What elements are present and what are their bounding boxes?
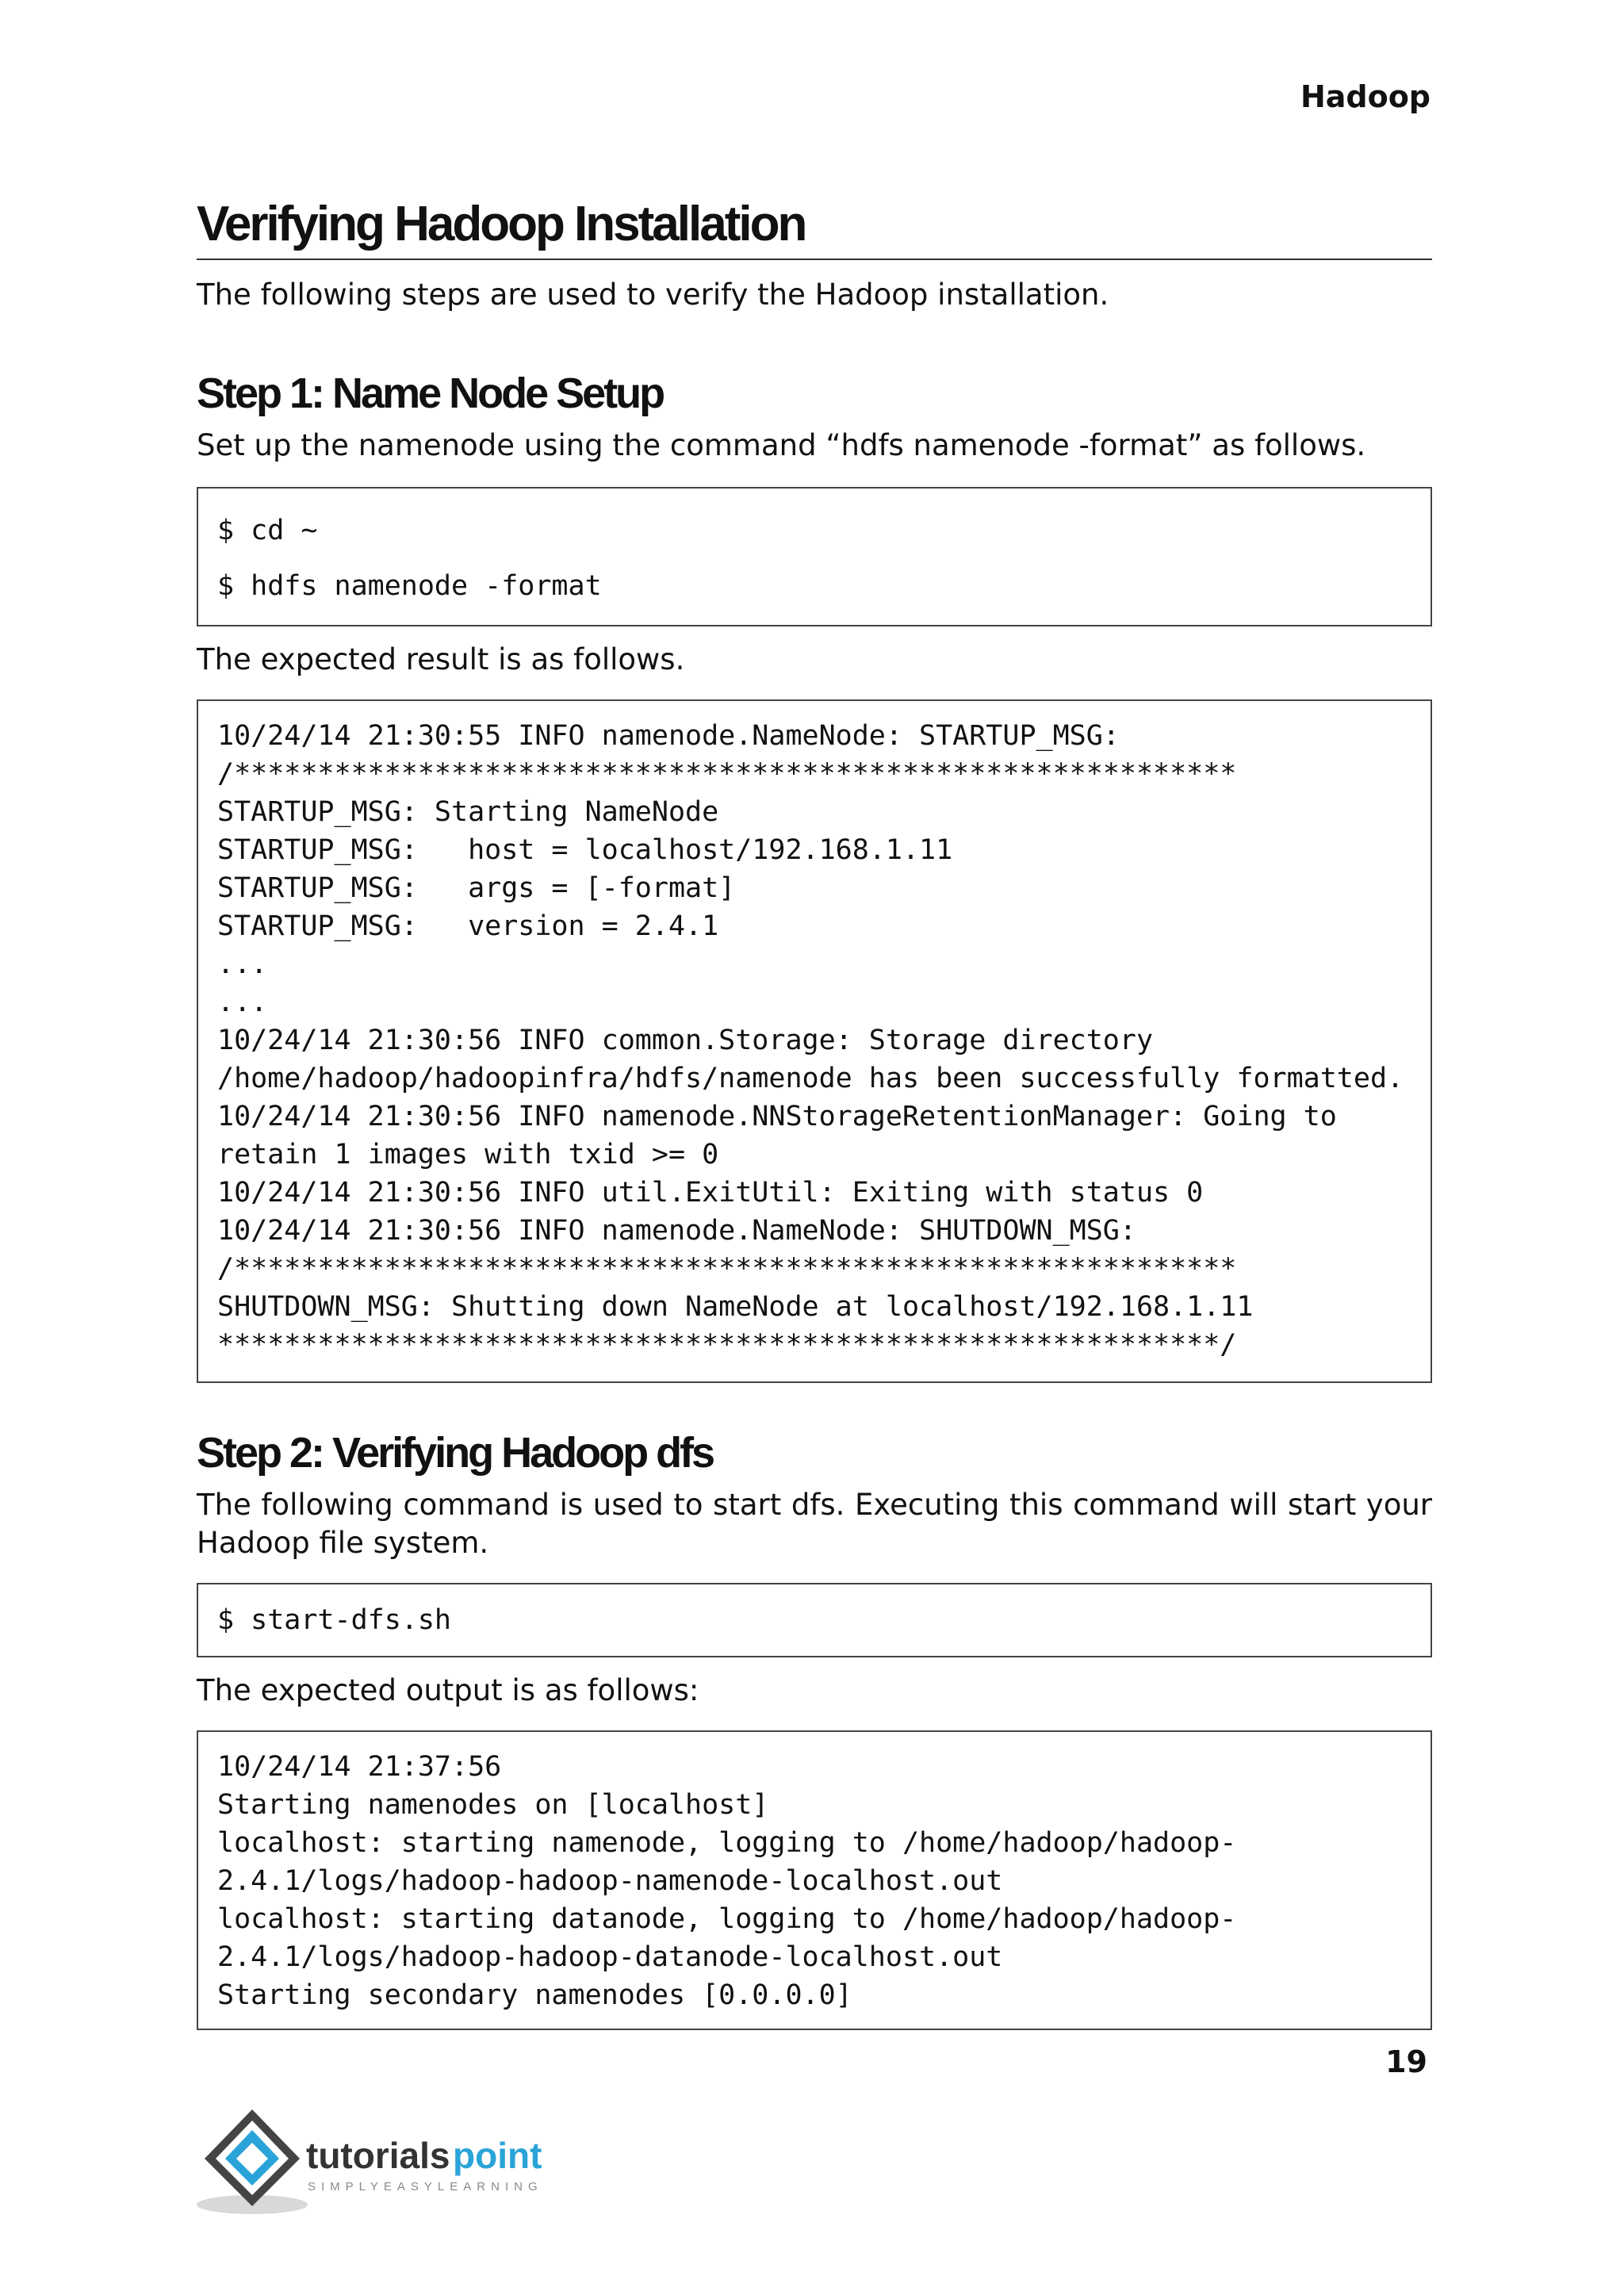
output-line: /home/hadoop/hadoopinfra/hdfs/namenode has been successfully formatted. [217, 1063, 1404, 1094]
step2-result-label: The expected output is as follows: [197, 1673, 699, 1707]
output-line: localhost: starting datanode, logging to /home/hadoop/hadoop- [217, 1903, 1237, 1935]
output-line: localhost: starting namenode, logging to /home/hadoop/hadoop- [217, 1827, 1237, 1859]
step1-heading: Step 1: Name Node Setup [197, 370, 664, 417]
step2-description: The following command is used to start dfs. Executing this command will start your Hadoop file system. [197, 1488, 1432, 1560]
page-number: 19 [1385, 2044, 1427, 2079]
output-line: STARTUP_MSG: host = localhost/192.168.1.11 [217, 834, 953, 866]
step2-command-block [197, 1583, 1432, 1657]
output-line: 10/24/14 21:30:56 INFO namenode.NNStorageRetentionManager: Going to [217, 1101, 1337, 1132]
output-line: /************************************************************ [217, 1253, 1237, 1285]
output-line: STARTUP_MSG: Starting NameNode [217, 796, 719, 828]
step1-result-label: The expected result is as follows. [197, 642, 685, 676]
step2-heading: Step 2: Verifying Hadoop dfs [197, 1429, 714, 1477]
output-line: 2.4.1/logs/hadoop-hadoop-datanode-localhost.out [217, 1941, 1003, 1973]
output-line: SHUTDOWN_MSG: Shutting down NameNode at localhost/192.168.1.11 [217, 1291, 1254, 1323]
output-line: retain 1 images with txid >= 0 [217, 1139, 719, 1170]
step1-output-block [197, 699, 1432, 1383]
running-header: Hadoop [1300, 79, 1431, 114]
output-line: 2.4.1/logs/hadoop-hadoop-namenode-localhost.out [217, 1865, 1003, 1897]
output-line: 10/24/14 21:30:55 INFO namenode.NameNode: STARTUP_MSG: [217, 720, 1120, 752]
code-line: $ start-dfs.sh [217, 1604, 452, 1636]
code-line: $ cd ~ [217, 515, 318, 546]
output-line: ... [217, 987, 268, 1018]
output-line: 10/24/14 21:30:56 INFO util.ExitUtil: Exiting with status 0 [217, 1177, 1204, 1209]
output-line: 10/24/14 21:37:56 [217, 1751, 502, 1783]
page-content [197, 198, 1432, 2030]
step1-command-block [197, 487, 1432, 626]
step1-description: Set up the namenode using the command “hdfs namenode -format” as follows. [197, 428, 1366, 462]
section-title: Verifying Hadoop Installation [197, 198, 1432, 260]
logo-tagline: SIMPLYEASYLEARNING [308, 2180, 543, 2193]
code-line: $ hdfs namenode -format [217, 570, 602, 602]
output-line: Starting namenodes on [localhost] [217, 1789, 769, 1821]
logo-brand-accent: point [453, 2135, 542, 2176]
output-line: Starting secondary namenodes [0.0.0.0] [217, 1979, 852, 2011]
output-line: STARTUP_MSG: args = [-format] [217, 872, 736, 904]
section-intro: The following steps are used to verify the Hadoop installation. [197, 278, 1109, 312]
output-line: ... [217, 948, 268, 980]
output-line: 10/24/14 21:30:56 INFO common.Storage: Storage directory [217, 1025, 1154, 1056]
output-line: ************************************************************/ [217, 1329, 1237, 1361]
logo-brand-dark: tutorials [306, 2135, 450, 2176]
output-line: STARTUP_MSG: version = 2.4.1 [217, 910, 719, 942]
tutorialspoint-logo [195, 2102, 576, 2220]
step2-output-block [197, 1730, 1432, 2030]
output-line: 10/24/14 21:30:56 INFO namenode.NameNode: SHUTDOWN_MSG: [217, 1215, 1136, 1247]
output-line: /************************************************************ [217, 758, 1237, 790]
